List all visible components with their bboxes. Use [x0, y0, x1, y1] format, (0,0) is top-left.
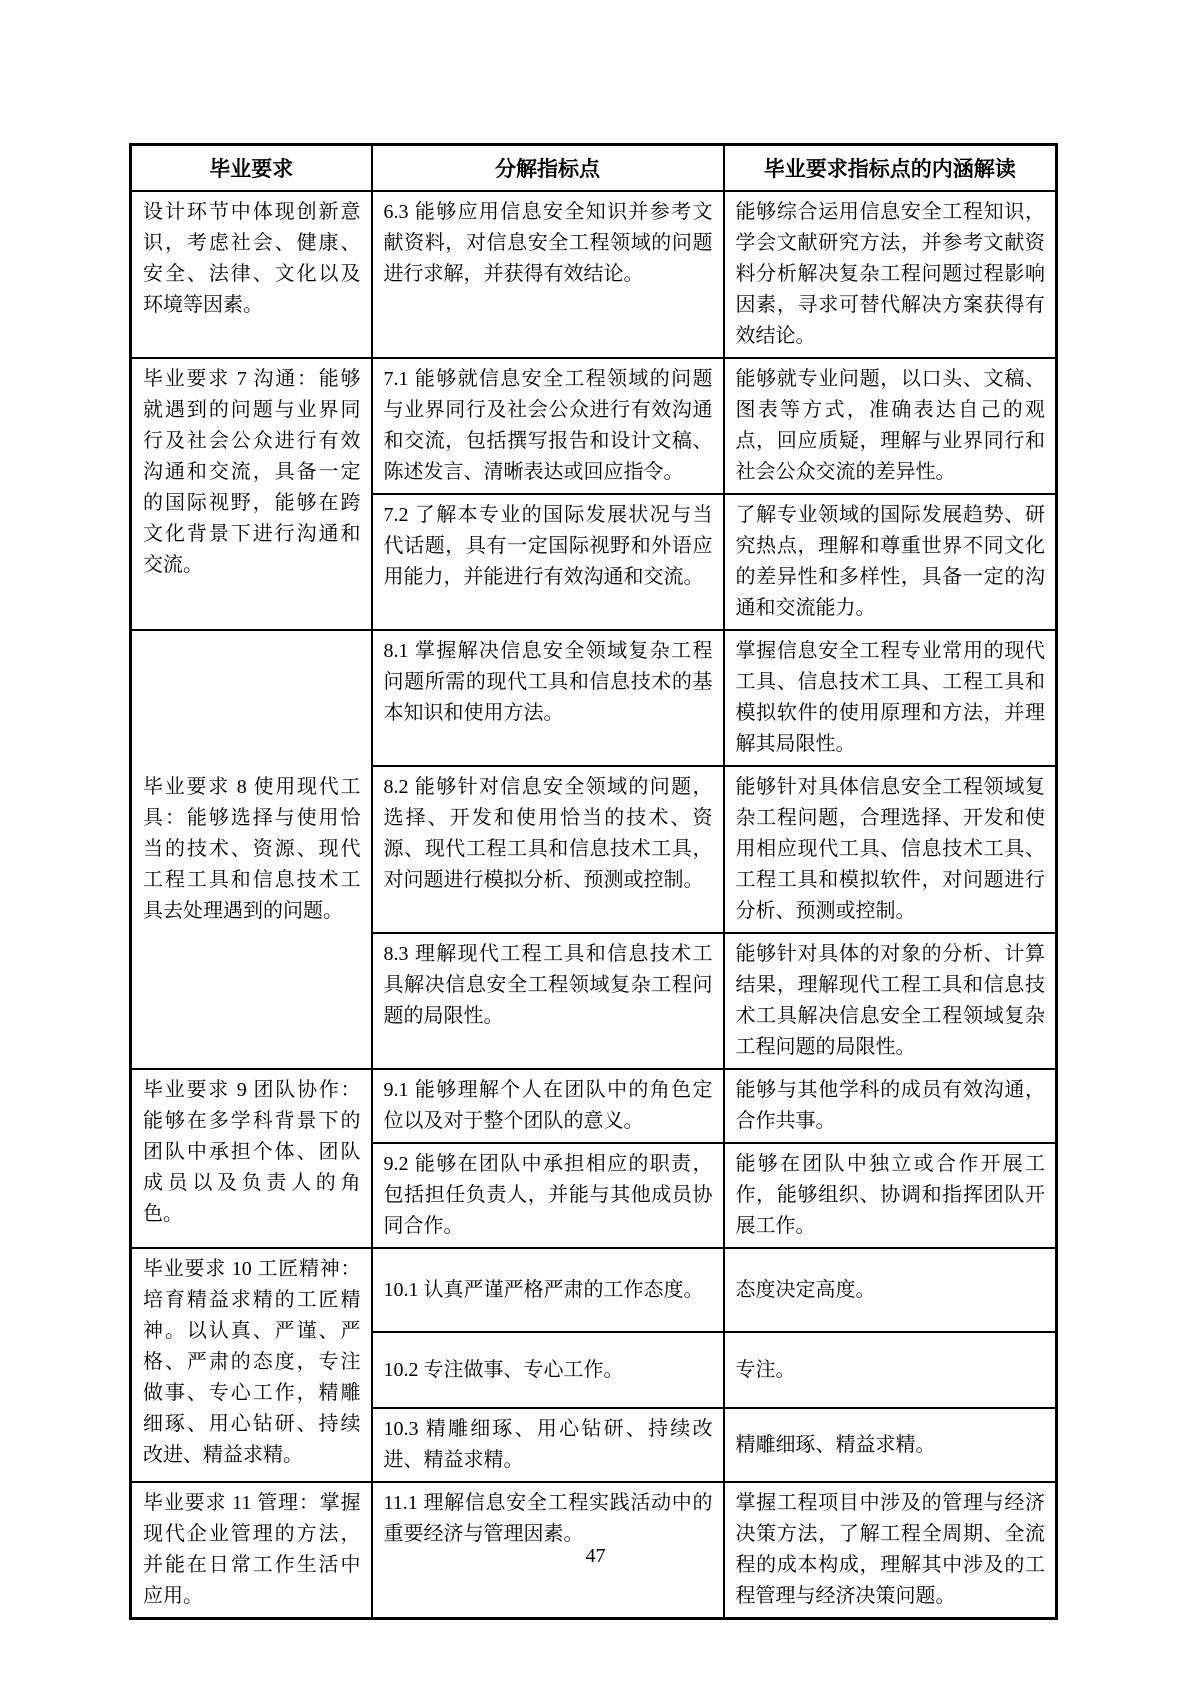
indicator-cell-11-1: 11.1 理解信息安全工程实践活动中的重要经济与管理因素。: [372, 1482, 724, 1619]
interpretation-cell-10-3: 精雕细琢、精益求精。: [724, 1408, 1057, 1482]
interpretation-cell-10-2: 专注。: [724, 1332, 1057, 1408]
requirement-cell-11: 毕业要求 11 管理：掌握现代企业管理的方法，并能在日常工作生活中应用。: [131, 1482, 372, 1619]
indicator-cell-8-3: 8.3 理解现代工程工具和信息技术工具解决信息安全工程领域复杂工程问题的局限性。: [372, 933, 724, 1069]
interpretation-cell-9-2: 能够在团队中独立或合作开展工作，能够组织、协调和指挥团队开展工作。: [724, 1143, 1057, 1248]
header-interpretation: 毕业要求指标点的内涵解读: [724, 145, 1057, 192]
indicator-cell-7-1: 7.1 能够就信息安全工程领域的问题与业界同行及社会公众进行有效沟通和交流，包括撰写报告和设计文稿、陈述发言、清晰表达或回应指令。: [372, 358, 724, 494]
header-requirement: 毕业要求: [131, 145, 372, 192]
table-header-row: [131, 145, 1057, 192]
page-number: 47: [585, 1545, 606, 1567]
interpretation-cell-8-3: 能够针对具体的对象的分析、计算结果，理解现代工程工具和信息技术工具解决信息安全工程领域复杂工程问题的局限性。: [724, 933, 1057, 1069]
indicator-cell-10-2: 10.2 专注做事、专心工作。: [372, 1332, 724, 1408]
requirement-cell-9: 毕业要求 9 团队协作：能够在多学科背景下的团队中承担个体、团队成员以及负责人的角色。: [131, 1069, 372, 1248]
table-row: [131, 358, 1057, 494]
table-row: [131, 191, 1057, 358]
indicator-cell-9-2: 9.2 能够在团队中承担相应的职责，包括担任负责人，并能与其他成员协同合作。: [372, 1143, 724, 1248]
requirement-cell-7: 毕业要求 7 沟通：能够就遇到的问题与业界同行及社会公众进行有效沟通和交流，具备一定的国际视野，能够在跨文化背景下进行沟通和交流。: [131, 358, 372, 630]
interpretation-cell-11-1: 掌握工程项目中涉及的管理与经济决策方法，了解工程全周期、全流程的成本构成，理解其中涉及的工程管理与经济决策问题。: [724, 1482, 1057, 1619]
header-indicator: 分解指标点: [372, 145, 724, 192]
indicator-cell-8-1: 8.1 掌握解决信息安全领域复杂工程问题所需的现代工具和信息技术的基本知识和使用方法。: [372, 630, 724, 766]
graduation-requirements-table: [129, 143, 1058, 1620]
table-row: [131, 1248, 1057, 1332]
interpretation-cell-7-1: 能够就专业问题，以口头、文稿、图表等方式，准确表达自己的观点，回应质疑，理解与业界同行和社会公众交流的差异性。: [724, 358, 1057, 494]
requirement-cell-6: 设计环节中体现创新意识，考虑社会、健康、安全、法律、文化以及环境等因素。: [131, 191, 372, 358]
interpretation-cell-10-1: 态度决定高度。: [724, 1248, 1057, 1332]
indicator-cell-6-3: 6.3 能够应用信息安全知识并参考文献资料，对信息安全工程领域的问题进行求解，并获得有效结论。: [372, 191, 724, 358]
table-row: [131, 630, 1057, 766]
interpretation-cell-6-3: 能够综合运用信息安全工程知识，学会文献研究方法，并参考文献资料分析解决复杂工程问题过程影响因素，寻求可替代解决方案获得有效结论。: [724, 191, 1057, 358]
indicator-cell-10-3: 10.3 精雕细琢、用心钻研、持续改进、精益求精。: [372, 1408, 724, 1482]
table-row: [131, 1069, 1057, 1143]
indicator-cell-9-1: 9.1 能够理解个人在团队中的角色定位以及对于整个团队的意义。: [372, 1069, 724, 1143]
indicator-cell-7-2: 7.2 了解本专业的国际发展状况与当代话题，具有一定国际视野和外语应用能力，并能进行有效沟通和交流。: [372, 494, 724, 630]
requirement-cell-10: 毕业要求 10 工匠精神：培育精益求精的工匠精神。以认真、严谨、严格、严肃的态度，专注做事、专心工作，精雕细琢、用心钻研、持续改进、精益求精。: [131, 1248, 372, 1482]
indicator-cell-10-1: 10.1 认真严谨严格严肃的工作态度。: [372, 1248, 724, 1332]
interpretation-cell-8-1: 掌握信息安全工程专业常用的现代工具、信息技术工具、工程工具和模拟软件的使用原理和方法，并理解其局限性。: [724, 630, 1057, 766]
indicator-cell-8-2: 8.2 能够针对信息安全领域的问题，选择、开发和使用恰当的技术、资源、现代工程工具和信息技术工具，对问题进行模拟分析、预测或控制。: [372, 766, 724, 933]
interpretation-cell-9-1: 能够与其他学科的成员有效沟通，合作共事。: [724, 1069, 1057, 1143]
interpretation-cell-7-2: 了解专业领域的国际发展趋势、研究热点，理解和尊重世界不同文化的差异性和多样性，具备一定的沟通和交流能力。: [724, 494, 1057, 630]
requirement-cell-8: 毕业要求 8 使用现代工具：能够选择与使用恰当的技术、资源、现代工程工具和信息技术工具去处理遇到的问题。: [131, 630, 372, 1069]
interpretation-cell-8-2: 能够针对具体信息安全工程领域复杂工程问题，合理选择、开发和使用相应现代工具、信息技术工具、工程工具和模拟软件，对问题进行分析、预测或控制。: [724, 766, 1057, 933]
